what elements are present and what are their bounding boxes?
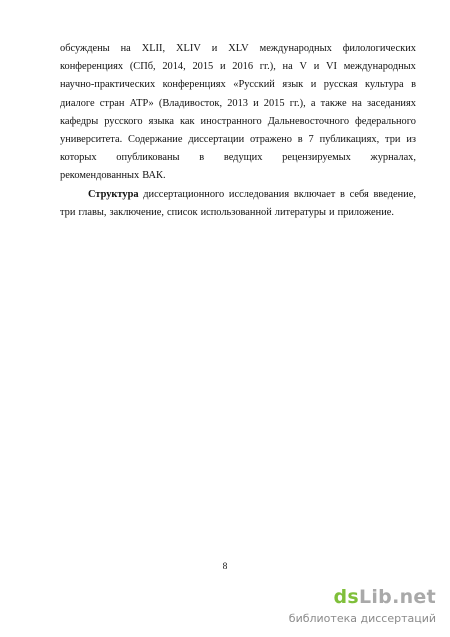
word: VI	[326, 61, 337, 73]
text-line	[60, 167, 416, 185]
word: в	[297, 134, 303, 146]
word: заключение,	[109, 206, 164, 218]
text-line	[60, 113, 416, 131]
word: обсуждены	[60, 43, 110, 54]
text-line	[60, 76, 416, 94]
word: диссертационного	[143, 188, 225, 200]
logo-ds: ds	[333, 586, 359, 608]
word: филологических	[342, 43, 416, 54]
word: «Русский	[233, 79, 275, 91]
word: диссертации	[188, 134, 245, 146]
word: конференциях	[60, 61, 124, 73]
word: XLV	[228, 43, 249, 54]
word: иностранного	[200, 115, 262, 127]
word: введение,	[373, 188, 416, 200]
word: 2013	[227, 97, 248, 109]
word: и	[310, 79, 317, 91]
word: международных	[259, 43, 332, 54]
word: кафедры	[60, 115, 99, 127]
word: (СПб,	[129, 61, 156, 73]
word: гг.),	[289, 97, 306, 109]
word: 2016	[232, 61, 254, 73]
word: рекомендованных	[60, 170, 140, 182]
word: 2015	[263, 97, 285, 109]
word: на	[120, 43, 131, 54]
word: и	[313, 61, 320, 73]
word: и	[211, 43, 218, 54]
word: XLIV	[176, 43, 201, 54]
word: культура	[365, 79, 404, 91]
text-line	[60, 186, 416, 204]
word: и	[253, 97, 259, 109]
word: которых	[60, 152, 97, 164]
word: рецензируемых	[282, 152, 351, 164]
word: публикациях,	[319, 134, 380, 146]
word: также	[320, 97, 347, 109]
text-line	[60, 58, 416, 76]
word: гг.),	[259, 61, 276, 73]
word: журналах,	[370, 152, 416, 164]
word: три	[60, 206, 76, 218]
word: главы,	[78, 206, 107, 218]
paragraph-1	[60, 40, 416, 186]
text-line	[60, 40, 416, 58]
word: научно-практических	[60, 79, 156, 91]
word: конференциях	[162, 79, 226, 91]
word: языка	[148, 115, 174, 127]
word: русская	[323, 79, 358, 91]
text-line	[60, 95, 416, 113]
word: АТР»	[129, 97, 154, 109]
logo-lib: Lib	[358, 586, 393, 608]
text-line	[60, 204, 416, 222]
word: приложение.	[337, 206, 394, 218]
paragraph-2	[60, 186, 416, 222]
word: 7	[308, 134, 314, 146]
word: русского	[104, 115, 143, 127]
word: 2015	[192, 61, 214, 73]
word: язык	[282, 79, 304, 91]
word: литературы	[274, 206, 326, 218]
word: и	[329, 206, 335, 218]
word: заседаниях	[367, 97, 416, 109]
text-line	[60, 149, 416, 167]
word: и	[219, 61, 226, 73]
word: университета.	[60, 134, 123, 146]
word: диалоге	[60, 97, 95, 109]
word: как	[179, 115, 195, 127]
word: XLII,	[141, 43, 166, 54]
word: Содержание	[128, 134, 183, 146]
word: федерального	[355, 115, 416, 127]
word: в	[340, 188, 345, 200]
word: ведущих	[223, 152, 263, 164]
watermark-subtitle: библиотека диссертаций	[288, 612, 436, 625]
word: себя	[349, 188, 369, 200]
word: исследования	[228, 188, 290, 200]
word: отражено	[250, 134, 292, 146]
word: стран	[99, 97, 125, 109]
word: 2014,	[162, 61, 186, 73]
word: включает	[293, 188, 336, 200]
word: список	[166, 206, 198, 218]
watermark-logo[interactable]	[276, 586, 436, 632]
word: на	[351, 97, 362, 109]
word: в	[411, 79, 416, 91]
logo-net: .net	[392, 586, 436, 608]
word: (Владивосток,	[158, 97, 223, 109]
word: использованной	[200, 206, 272, 218]
word: а	[310, 97, 316, 109]
bold-term: Структура	[88, 188, 139, 200]
word: ВАК.	[142, 170, 166, 182]
word: на	[282, 61, 293, 73]
word: три	[385, 134, 401, 146]
watermark-logo-text	[333, 586, 436, 608]
page-number: 8	[222, 562, 228, 572]
text-line	[60, 131, 416, 149]
word: международных	[343, 61, 416, 73]
word: в	[199, 152, 205, 164]
word: Дальневосточного	[267, 115, 350, 127]
word: из	[406, 134, 416, 146]
word: V	[299, 61, 307, 73]
word: опубликованы	[116, 152, 180, 164]
document-body	[60, 40, 416, 222]
